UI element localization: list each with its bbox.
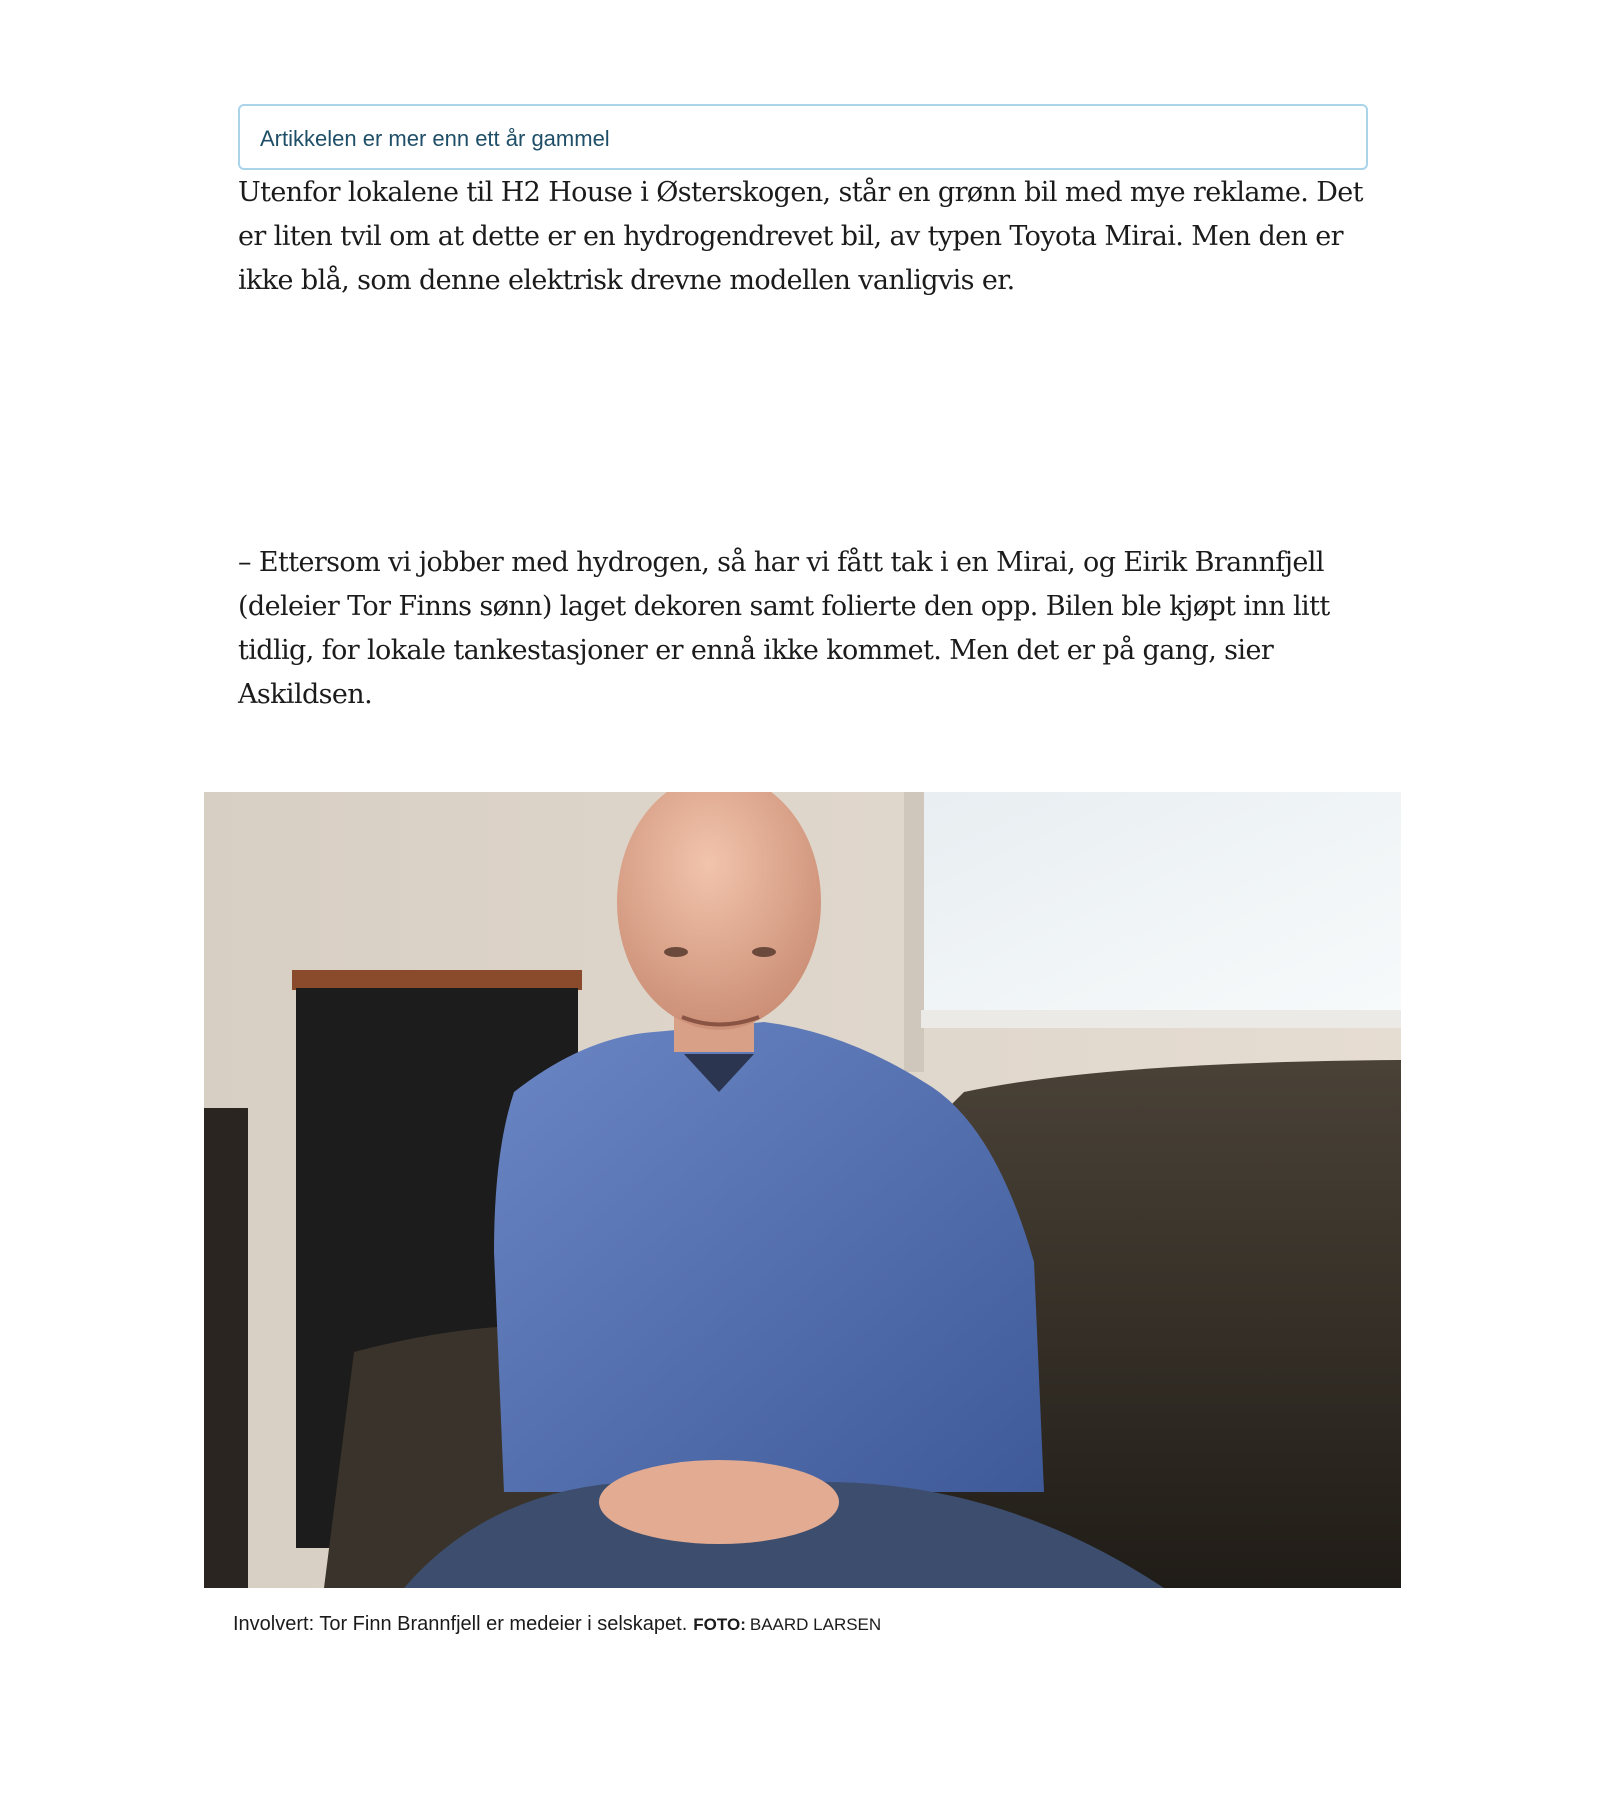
photo-credit-name: BAARD LARSEN [749, 1615, 882, 1634]
photo-credit-label: FOTO: [693, 1615, 746, 1634]
photo-caption-text: Involvert: Tor Finn Brannfjell er medeier i selskapet. [233, 1613, 688, 1635]
article-age-notice [238, 104, 1368, 170]
article-photo [204, 792, 1401, 1588]
article-paragraph: Utenfor lokalene til H2 House i Østerskogen, står en grønn bil med mye reklame. Det er liten tvil om at dette er en hydrogendrevet bil, av typen Toyota Mirai. Men den er ikke blå, som denne elektrisk drevne modellen vanligvis er. [238, 177, 1363, 296]
photo-caption [233, 1613, 881, 1636]
article-paragraph: – Ettersom vi jobber med hydrogen, så har vi fått tak i en Mirai, og Eirik Brannfjell (deleier Tor Finns sønn) laget dekoren samt folierte den opp. Bilen ble kjøpt inn litt tidlig, for lokale tankestasjoner er ennå ikke kommet. Men det er på gang, sier Askildsen. [238, 547, 1330, 710]
article-age-notice-text: Artikkelen er mer enn ett år gammel [260, 126, 610, 151]
